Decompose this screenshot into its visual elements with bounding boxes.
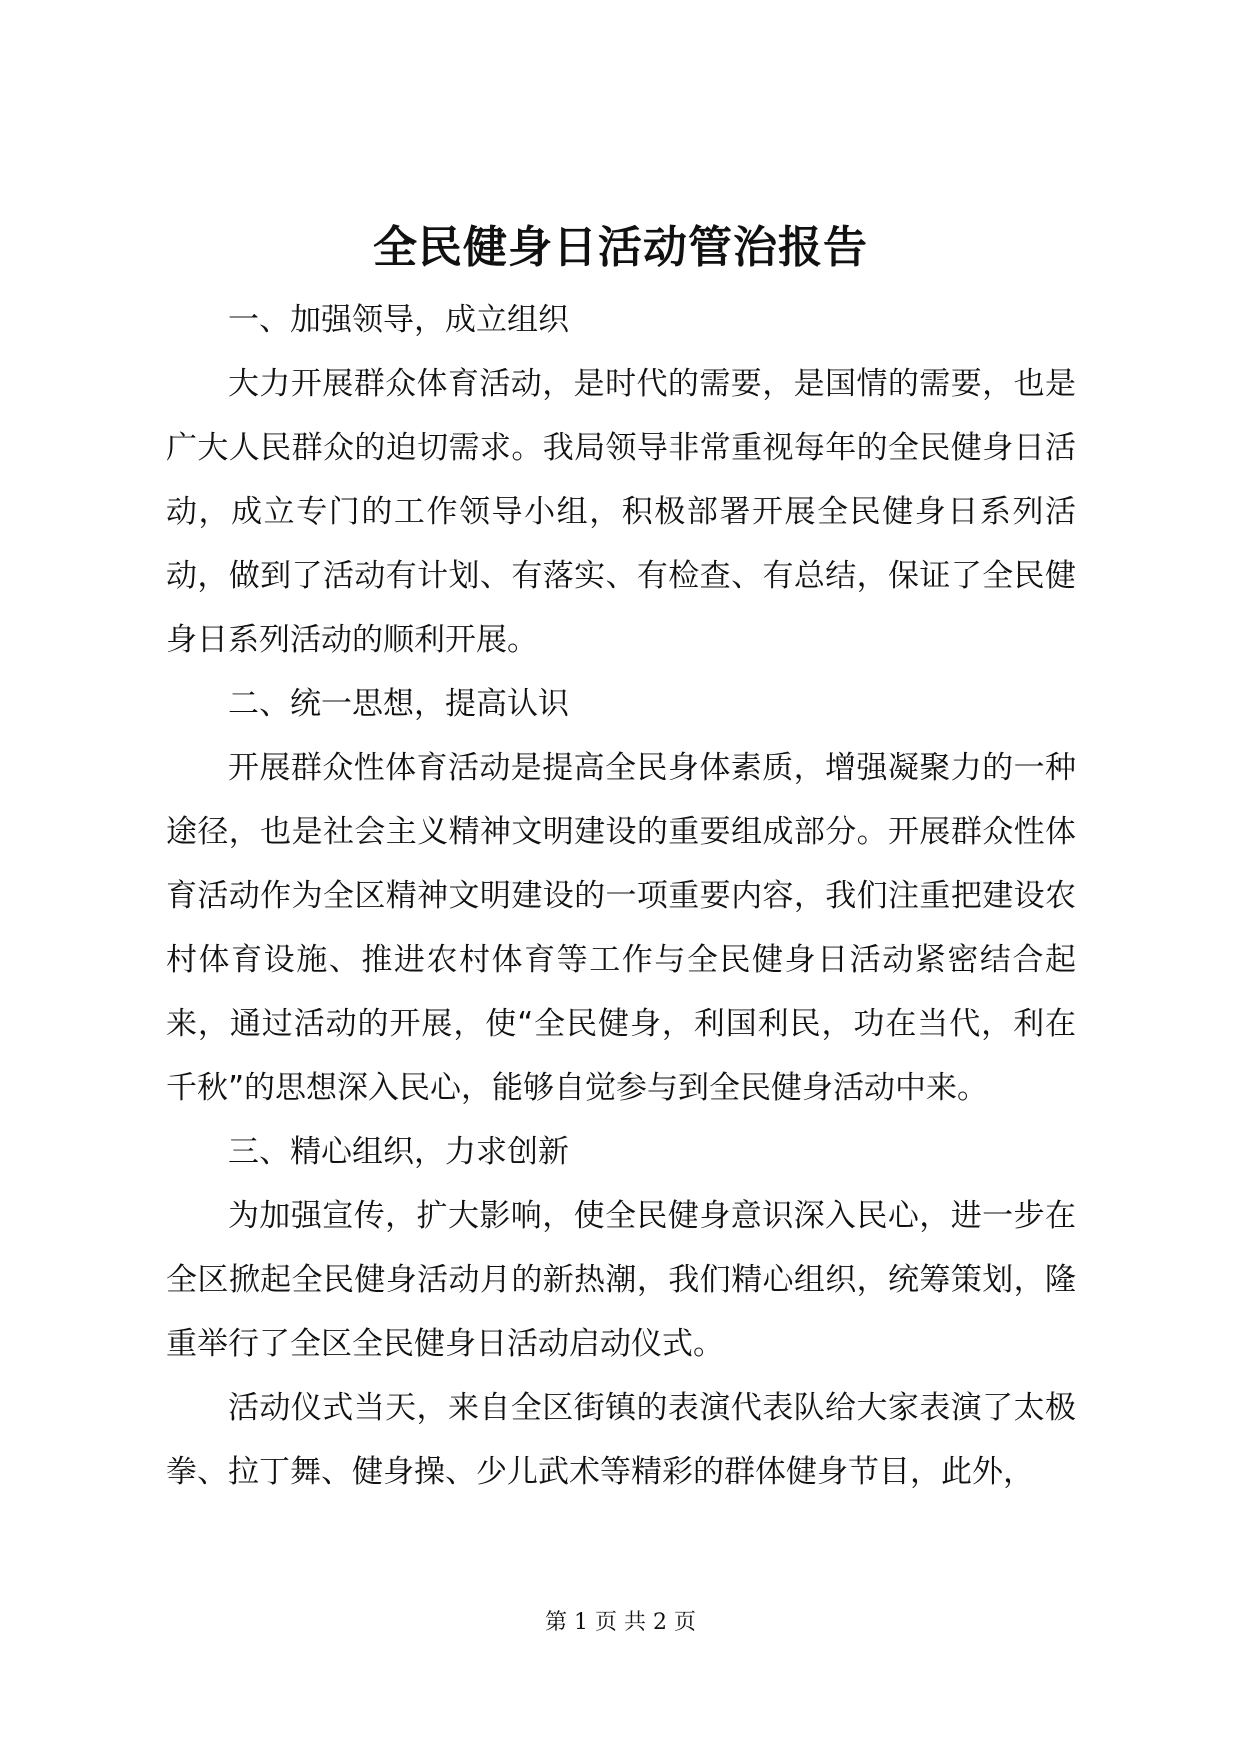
document-title: 全民健身日活动管治报告 xyxy=(373,222,868,273)
document-body xyxy=(166,288,1076,1504)
section-heading-3: 三、精心组织，力求创新 xyxy=(228,1134,569,1170)
paragraph-3: 为加强宣传，扩大影响，使全民健身意识深入民心，进一步在全区掀起全民健身活动月的新热潮，我们精心组织，统筹策划，隆重举行了全区全民健身日活动启动仪式。 xyxy=(166,1198,1076,1362)
paragraph-2: 开展群众性体育活动是提高全民身体素质，增强凝聚力的一种途径，也是社会主义精神文明建设的重要组成部分。开展群众性体育活动作为全区精神文明建设的一项重要内容，我们注重把建设农村体育设施、推进农村体育等工作与全民健身日活动紧密结合起来，通过活动的开展，使“全民健身，利国利民，功在当代，利在千秋”的思想深入民心，能够自觉参与到全民健身活动中来。 xyxy=(166,750,1076,1106)
section-heading-2: 二、统一思想，提高认识 xyxy=(228,686,569,722)
paragraph-4: 活动仪式当天，来自全区街镇的表演代表队给大家表演了太极拳、拉丁舞、健身操、少儿武术等精彩的群体健身节目，此外， xyxy=(166,1390,1076,1490)
paragraph-1: 大力开展群众体育活动，是时代的需要，是国情的需要，也是广大人民群众的迫切需求。我局领导非常重视每年的全民健身日活动，成立专门的工作领导小组，积极部署开展全民健身日系列活动，做到了活动有计划、有落实、有检查、有总结，保证了全民健身日系列活动的顺利开展。 xyxy=(166,366,1076,658)
section-heading-1: 一、加强领导，成立组织 xyxy=(228,302,569,338)
page-footer: 第 1 页 共 2 页 xyxy=(545,1610,696,1635)
